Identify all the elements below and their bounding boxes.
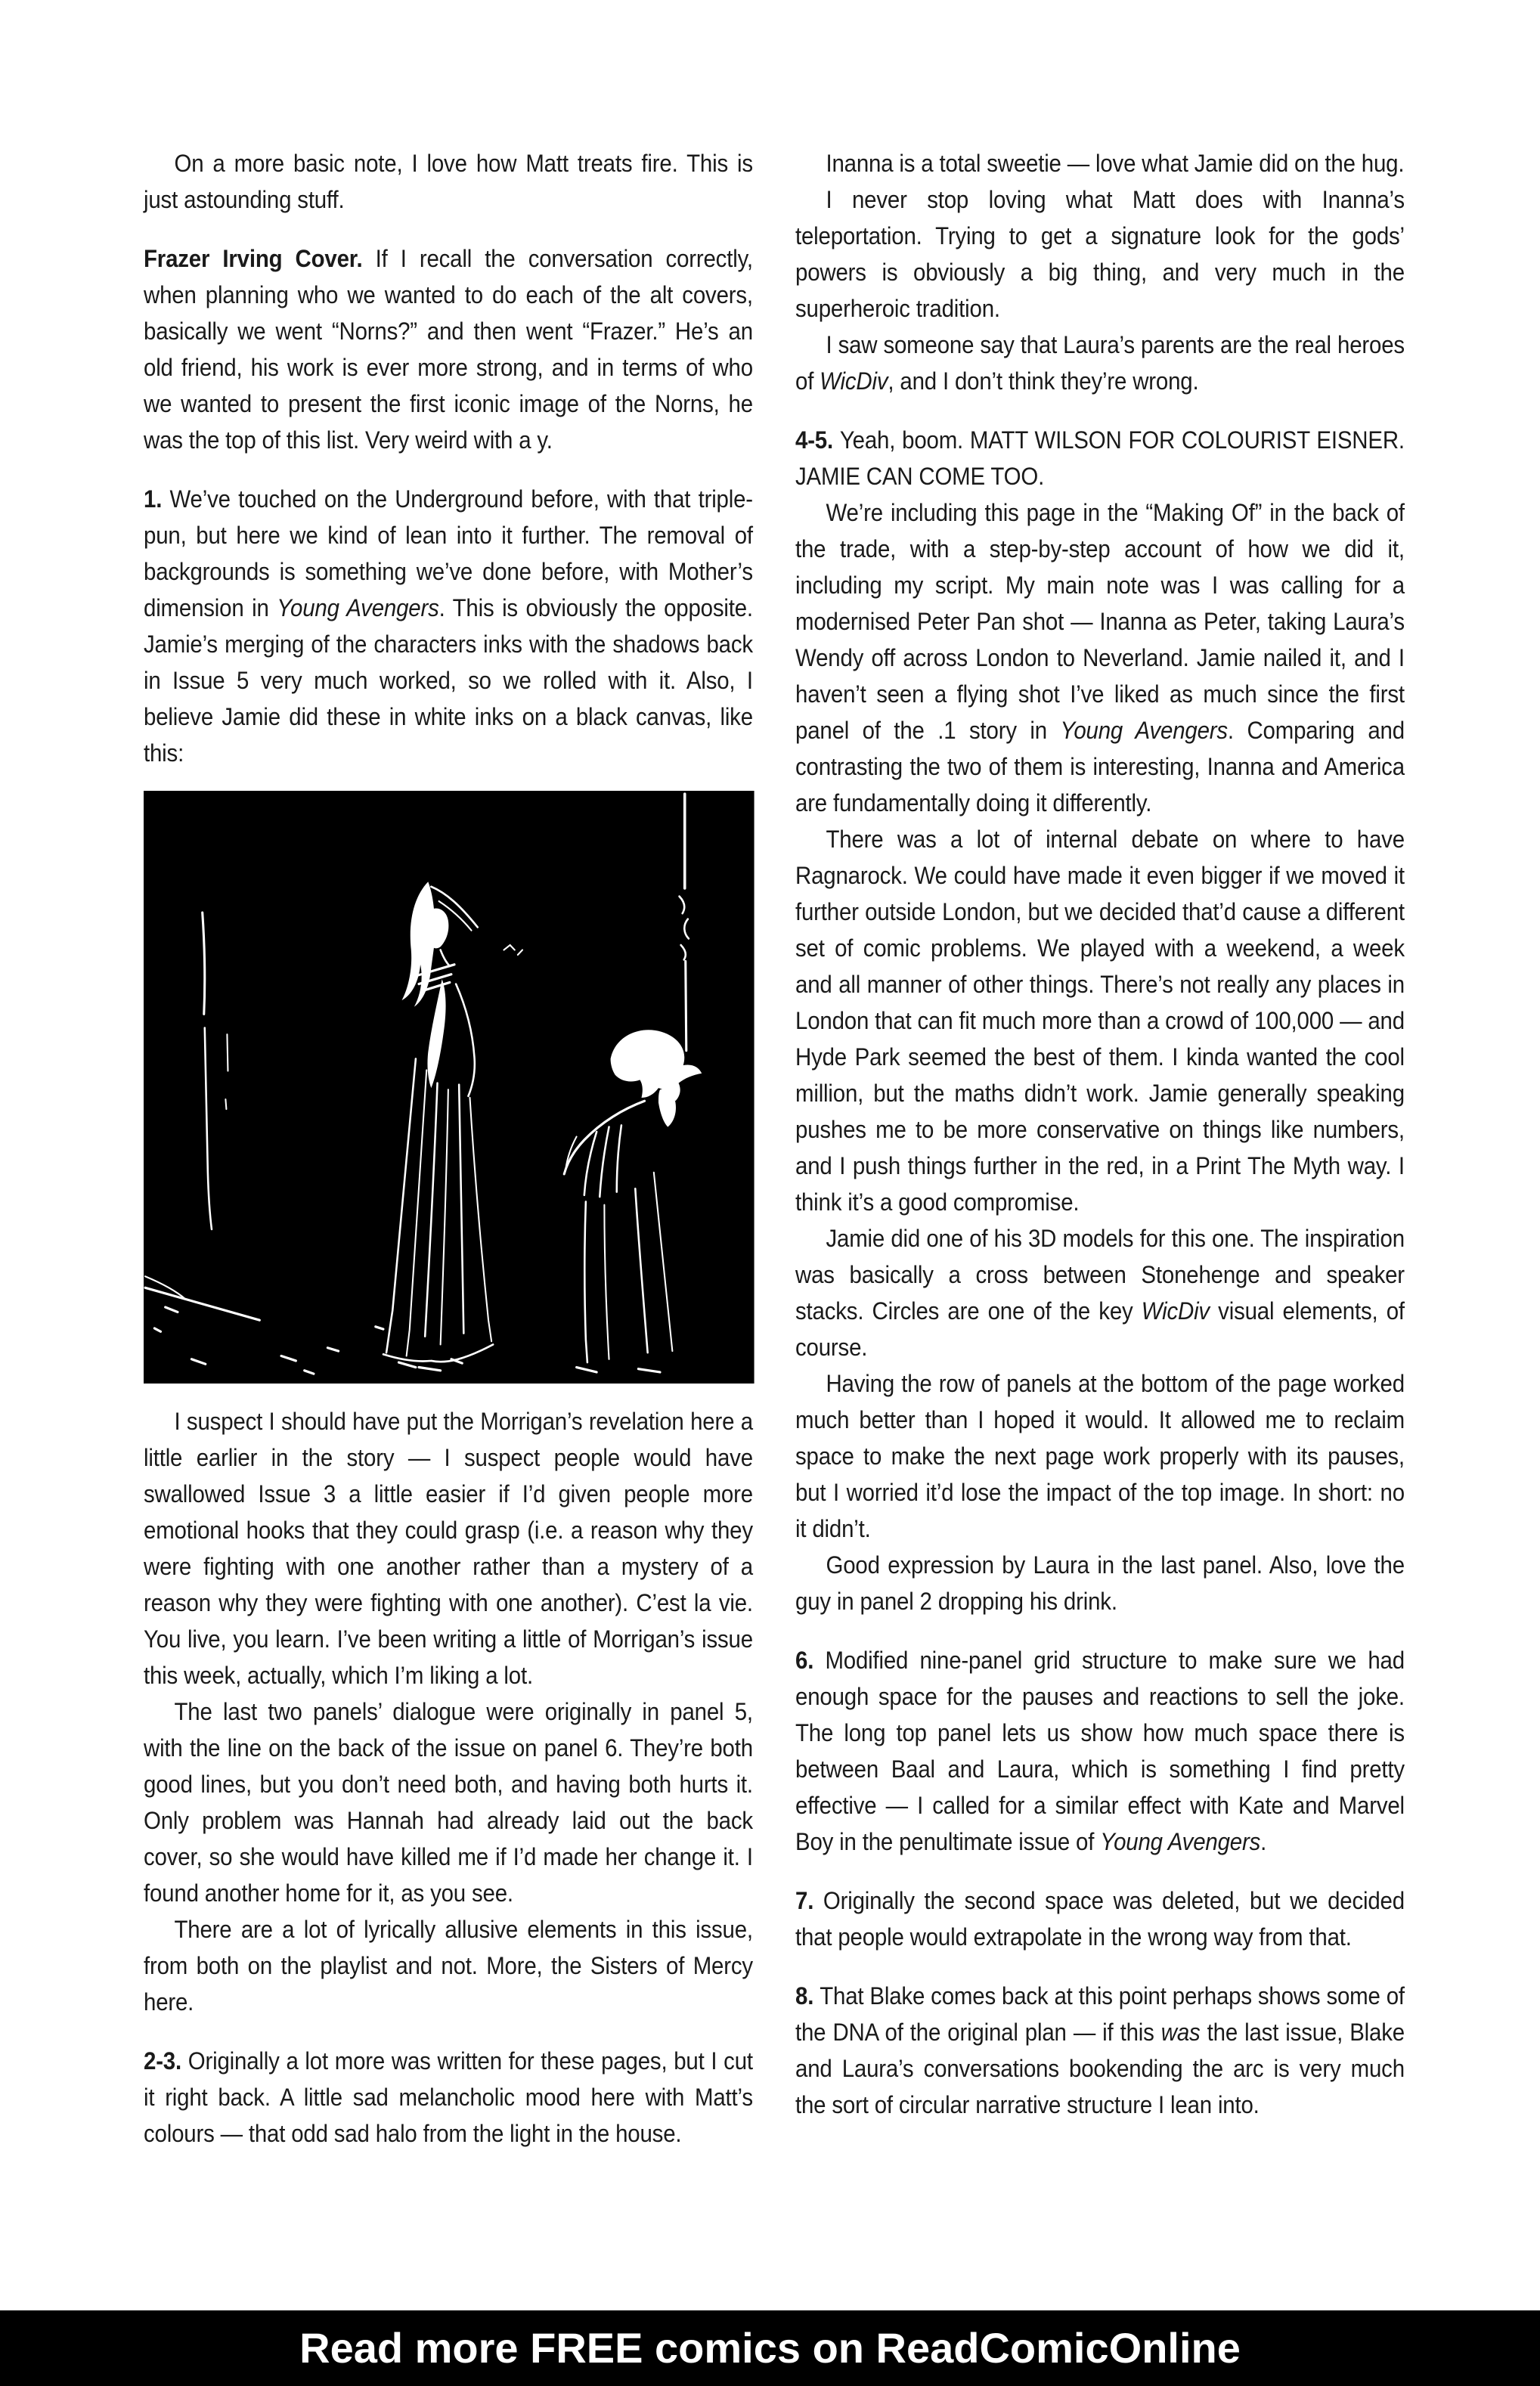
paragraph-lead-label: 1. bbox=[144, 485, 170, 513]
paragraph bbox=[144, 481, 753, 771]
paragraph-text: Inanna is a total sweetie — love what Jamie did on the hug. bbox=[826, 150, 1405, 177]
paragraph bbox=[795, 1365, 1405, 1547]
paragraph-text: WicDiv bbox=[820, 367, 888, 395]
paragraph-lead-label: 4-5. bbox=[795, 426, 840, 454]
paragraph bbox=[144, 2043, 753, 2152]
paragraph bbox=[795, 1882, 1405, 1955]
paragraph-lead-label: 2-3. bbox=[144, 2047, 188, 2075]
paragraph-text: . Comparing and contrasting the two of them is interesting, Inanna and America are fundamentally doing it differently. bbox=[795, 717, 1405, 817]
right-column-paragraphs bbox=[795, 145, 1405, 2123]
paragraph bbox=[144, 1693, 753, 1911]
paragraph-lead-label: 6. bbox=[795, 1647, 826, 1674]
paragraph bbox=[795, 494, 1405, 821]
paragraph bbox=[795, 1978, 1405, 2123]
paragraph-text: . bbox=[1260, 1828, 1267, 1855]
paragraph-text: Young Avengers bbox=[1060, 717, 1228, 744]
paragraph-text: There was a lot of internal debate on where to have Ragnarock. We could have made it even bigger if we moved it further outside London, but we decided that’d cause a different set of comic problems. We played with a weekend, a week and all manner of other things. There’s not really any places in London that can fit much more than a crowd of 100,000 — and Hyde Park seemed the best of them. I kinda wanted the cool million, but the maths didn’t work. Jamie generally speaking pushes me to be more conservative on things like numbers, and I push things further in the red, in a Print The Myth way. I think it’s a good compromise. bbox=[795, 826, 1405, 1216]
paragraph-text: I saw someone say that Laura’s parents are the real heroes of bbox=[795, 331, 1405, 395]
paragraph-text: WicDiv bbox=[1141, 1297, 1210, 1325]
left-column-top-paragraphs bbox=[144, 145, 753, 771]
paragraph-text: Originally the second space was deleted, but we decided that people would extrapolate in the wrong way from that. bbox=[795, 1887, 1405, 1951]
paragraph-text: Yeah, boom. MATT WILSON FOR COLOURIST EISNER. JAMIE CAN COME TOO. bbox=[795, 426, 1405, 490]
paragraph-text: On a more basic note, I love how Matt treats fire. This is just astounding stuff. bbox=[144, 150, 753, 213]
paragraph-text: the last issue, Blake and Laura’s conversations bookending the arc is very much the sort of circular narrative structure I lean into. bbox=[795, 2019, 1405, 2118]
paragraph-lead-label: Frazer Irving Cover. bbox=[144, 245, 376, 272]
inline-illustration bbox=[144, 791, 755, 1384]
right-column bbox=[795, 145, 1405, 2123]
paragraph bbox=[795, 821, 1405, 1220]
paragraph bbox=[144, 145, 753, 218]
paragraph bbox=[795, 327, 1405, 399]
paragraph-lead-label: 8. bbox=[795, 1982, 820, 2010]
paragraph-text: That Blake comes back at this point perhaps shows some of the DNA of the original plan — if this bbox=[795, 1982, 1405, 2046]
left-column bbox=[144, 145, 753, 2152]
paragraph bbox=[795, 181, 1405, 327]
ink-illustration-graphic bbox=[144, 791, 755, 1384]
paragraph bbox=[795, 145, 1405, 181]
paragraph-text: . This is obviously the opposite. Jamie’s merging of the characters inks with the shadows back in Issue 5 very much worked, so we rolled with it. Also, I believe Jamie did these in white inks on a black canvas, like this: bbox=[144, 594, 753, 767]
paragraph bbox=[144, 1911, 753, 2020]
paragraph-text: I suspect I should have put the Morrigan’s revelation here a little earlier in the story — I suspect people would have swallowed Issue 3 a little easier if I’d given people more emotional hooks that they could grasp (i.e. a reason why they were fighting with one another rather than a mystery of a reason why they were fighting with one another). C’est la vie. You live, you learn. I’ve been writing a little of Morrigan’s issue this week, actually, which I’m liking a lot. bbox=[144, 1408, 753, 1689]
paragraph bbox=[795, 1547, 1405, 1619]
paragraph-text: The last two panels’ dialogue were originally in panel 5, with the line on the back of the issue on panel 6. They’re both good lines, but you don’t need both, and having both hurts it. Only problem was Hannah had already laid out the back cover, so she would have killed me if I’d made her change it. I found another home for it, as you see. bbox=[144, 1698, 753, 1907]
paragraph-text: If I recall the conversation correctly, when planning who we wanted to do each of the alt covers, basically we went “Norns?” and then went “Frazer.” He’s an old friend, his work is ever more strong, and in terms of who we wanted to present the first iconic image of the Norns, he was the top of this list. Very weird with a y. bbox=[144, 245, 753, 454]
paragraph bbox=[795, 422, 1405, 494]
paragraph-text: There are a lot of lyrically allusive elements in this issue, from both on the playlist and not. More, the Sisters of Mercy here. bbox=[144, 1916, 753, 2016]
paragraph-text: I never stop loving what Matt does with Inanna’s teleportation. Trying to get a signature look for the gods’ powers is obviously a big thing, and very much in the superheroic tradition. bbox=[795, 186, 1405, 322]
left-column-bottom-paragraphs bbox=[144, 1403, 753, 2152]
paragraph-text: Good expression by Laura in the last panel. Also, love the guy in panel 2 dropping his drink. bbox=[795, 1551, 1405, 1615]
paragraph bbox=[795, 1642, 1405, 1860]
footer-link[interactable]: Read more FREE comics on ReadComicOnline bbox=[299, 2324, 1241, 2372]
paragraph-text: Young Avengers bbox=[1100, 1828, 1261, 1855]
paragraph bbox=[795, 1220, 1405, 1365]
paragraph-text: , and I don’t think they’re wrong. bbox=[888, 367, 1199, 395]
paragraph-text: We’ve touched on the Underground before, with that triple-pun, but here we kind of lean into it further. The removal of backgrounds is something we’ve done before, with Mother’s dimension in bbox=[144, 485, 753, 621]
paragraph-lead-label: 7. bbox=[795, 1887, 823, 1914]
paragraph-text: was bbox=[1160, 2019, 1201, 2046]
paragraph-text: Jamie did one of his 3D models for this one. The inspiration was basically a cross between Stonehenge and speaker stacks. Circles are one of the key bbox=[795, 1225, 1405, 1325]
paragraph-text: Modified nine-panel grid structure to make sure we had enough space for the pauses and reactions to sell the joke. The long top panel lets us show how much space there is between Baal and Laura, which is something I find pretty effective — I called for a similar effect with Kate and Marvel Boy in the penultimate issue of bbox=[795, 1647, 1405, 1855]
paragraph-text: visual elements, of course. bbox=[795, 1297, 1405, 1361]
paragraph-text: Young Avengers bbox=[277, 594, 439, 621]
paragraph bbox=[144, 240, 753, 458]
paragraph-text: Originally a lot more was written for these pages, but I cut it right back. A little sad melancholic mood here with Matt’s colours — that odd sad halo from the light in the house. bbox=[144, 2047, 753, 2147]
paragraph-text: Having the row of panels at the bottom of the page worked much better than I hoped it would. It allowed me to reclaim space to make the next page work properly with its pauses, but I worried it’d lose the impact of the top image. In short: no it didn’t. bbox=[795, 1370, 1405, 1542]
paragraph-text: We’re including this page in the “Making Of” in the back of the trade, with a step-by-step account of how we did it, including my script. My main note was I was calling for a modernised Peter Pan shot — Inanna as Peter, taking Laura’s Wendy off across London to Neverland. Jamie nailed it, and I haven’t seen a flying shot I’ve liked as much since the first panel of the .1 story in bbox=[795, 499, 1405, 744]
footer-banner bbox=[0, 2310, 1540, 2386]
paragraph bbox=[144, 1403, 753, 1693]
